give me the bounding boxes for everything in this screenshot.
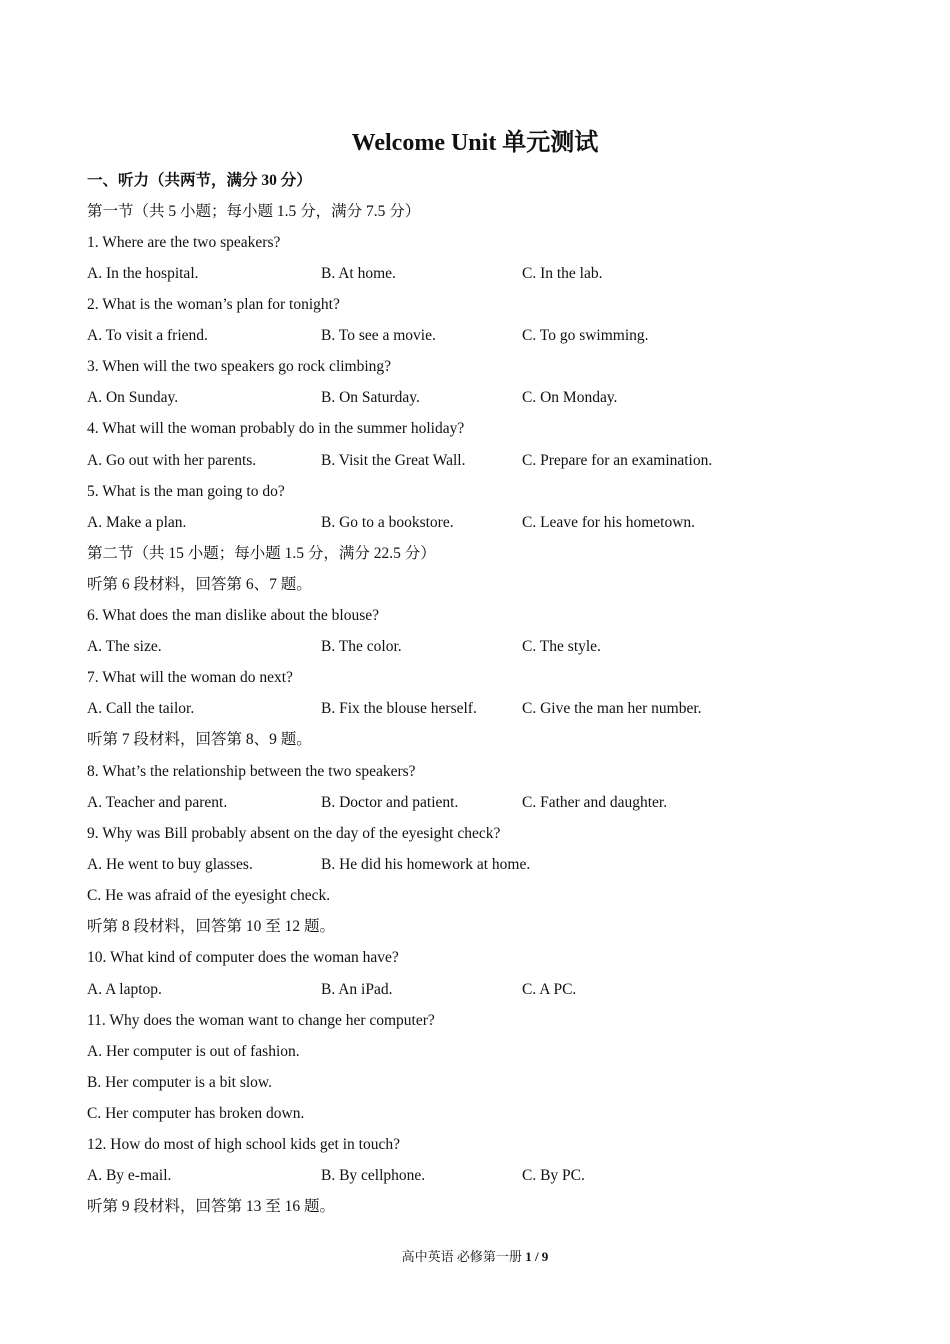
- material-instruction: 听第 8 段材料，回答第 10 至 12 题。: [87, 918, 336, 935]
- option-b: B. Fix the blouse herself.: [321, 700, 477, 717]
- question-stem: 8. What’s the relationship between the two speakers?: [87, 763, 416, 780]
- option-a: A. He went to buy glasses.: [87, 856, 253, 873]
- question-stem: 3. When will the two speakers go rock climbing?: [87, 358, 392, 375]
- question-stem: 2. What is the woman’s plan for tonight?: [87, 296, 340, 313]
- question-stem: 10. What kind of computer does the woman have?: [87, 949, 399, 966]
- option-c: C. Father and daughter.: [522, 794, 668, 811]
- option-a: A. The size.: [87, 638, 162, 655]
- question-stem: 4. What will the woman probably do in the summer holiday?: [87, 420, 465, 437]
- option-c: C. The style.: [522, 638, 601, 655]
- page-footer: [0, 1246, 950, 1265]
- page-number: 1 / 9: [525, 1249, 549, 1264]
- material-instruction: 听第 7 段材料，回答第 8、9 题。: [87, 731, 312, 748]
- question-stem: 5. What is the man going to do?: [87, 483, 285, 500]
- option-b: B. At home.: [321, 265, 396, 282]
- question-stem: 6. What does the man dislike about the blouse?: [87, 607, 379, 624]
- option-b: B. To see a movie.: [321, 327, 436, 344]
- question-stem: 9. Why was Bill probably absent on the day of the eyesight check?: [87, 825, 501, 842]
- option-b: B. Go to a bookstore.: [321, 514, 454, 531]
- option-a: A. Go out with her parents.: [87, 452, 257, 469]
- option-a: A. Make a plan.: [87, 514, 187, 531]
- material-instruction: 听第 6 段材料，回答第 6、7 题。: [87, 576, 312, 593]
- option-c: C. Prepare for an examination.: [522, 452, 713, 469]
- option-a: A. In the hospital.: [87, 265, 199, 282]
- option-b: B. He did his homework at home.: [321, 856, 531, 873]
- question-stem: 7. What will the woman do next?: [87, 669, 293, 686]
- part1-heading: 第一节（共 5 小题；每小题 1.5 分，满分 7.5 分）: [87, 203, 421, 220]
- question-stem: 11. Why does the woman want to change her computer?: [87, 1012, 435, 1029]
- option-a: A. A laptop.: [87, 981, 162, 998]
- footer-text: 高中英语 必修第一册: [401, 1249, 526, 1264]
- part2-heading: 第二节（共 15 小题；每小题 1.5 分，满分 22.5 分）: [87, 545, 436, 562]
- option-a: A. By e-mail.: [87, 1167, 172, 1184]
- question-stem: 1. Where are the two speakers?: [87, 234, 281, 251]
- option-c: C. Leave for his hometown.: [522, 514, 696, 531]
- option-b: B. Her computer is a bit slow.: [87, 1074, 272, 1091]
- option-a: A. On Sunday.: [87, 389, 179, 406]
- option-b: B. The color.: [321, 638, 402, 655]
- option-a: A. Her computer is out of fashion.: [87, 1043, 300, 1060]
- option-c: C. On Monday.: [522, 389, 618, 406]
- option-a: A. Teacher and parent.: [87, 794, 228, 811]
- option-c: C. To go swimming.: [522, 327, 649, 344]
- option-c: C. In the lab.: [522, 265, 603, 282]
- material-instruction: 听第 9 段材料，回答第 13 至 16 题。: [87, 1198, 336, 1215]
- section-heading-listening: 一、听力（共两节，满分 30 分）: [87, 172, 312, 189]
- question-stem: 12. How do most of high school kids get in touch?: [87, 1136, 400, 1153]
- option-b: B. Visit the Great Wall.: [321, 452, 466, 469]
- option-c: C. He was afraid of the eyesight check.: [87, 887, 331, 904]
- option-b: B. On Saturday.: [321, 389, 420, 406]
- option-a: A. To visit a friend.: [87, 327, 208, 344]
- option-b: B. Doctor and patient.: [321, 794, 459, 811]
- option-b: B. By cellphone.: [321, 1167, 426, 1184]
- page-title: Welcome Unit 单元测试: [351, 130, 599, 156]
- option-c: C. Her computer has broken down.: [87, 1105, 305, 1122]
- option-c: C. By PC.: [522, 1167, 585, 1184]
- option-b: B. An iPad.: [321, 981, 393, 998]
- option-c: C. A PC.: [522, 981, 577, 998]
- option-c: C. Give the man her number.: [522, 700, 702, 717]
- option-a: A. Call the tailor.: [87, 700, 195, 717]
